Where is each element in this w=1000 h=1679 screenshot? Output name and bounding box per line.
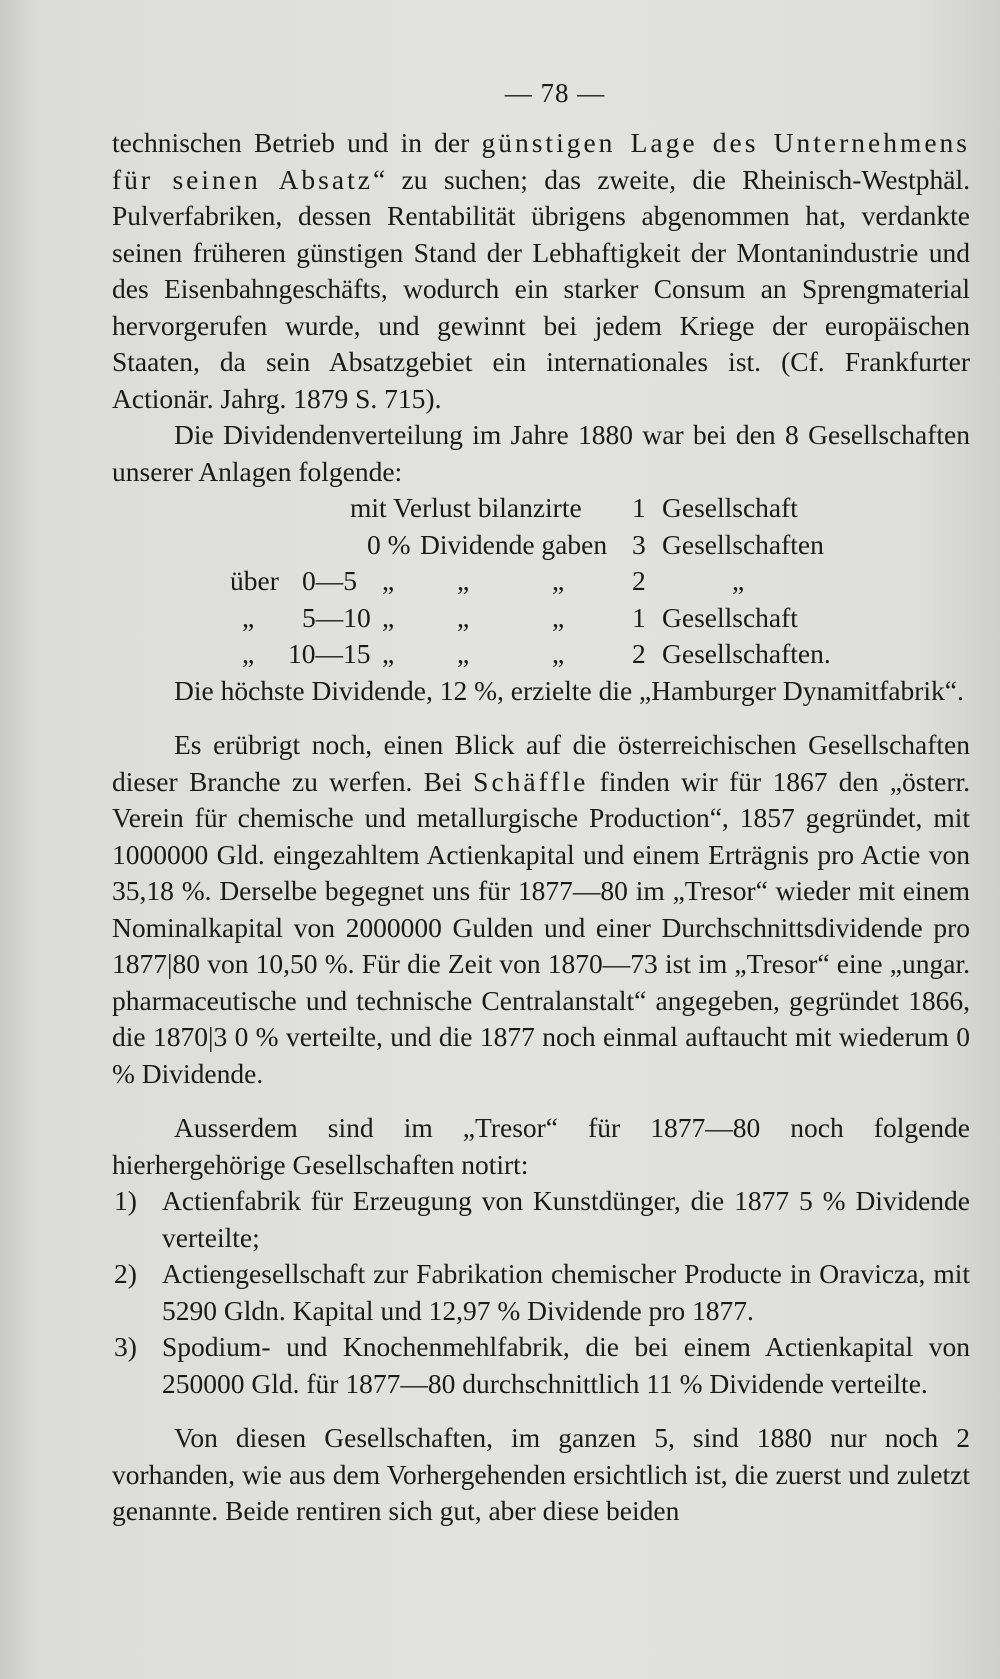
- list-item: [112, 1183, 970, 1256]
- page-number: — 78 —: [504, 78, 606, 108]
- intro-text-a: technischen Betrieb und in der: [112, 127, 482, 158]
- highest-dividend-paragraph: Die höchste Dividende, 12 %, erzielte die „Hamburger Dynamitfabrik“.: [174, 674, 964, 706]
- dividend-row-text: „: [382, 601, 395, 633]
- dividend-table-row: [112, 527, 970, 564]
- list-item-number: 2): [114, 1258, 137, 1289]
- dividend-row-range: 5—10: [302, 601, 371, 633]
- austria-text-b: finden wir für 1867 den „österr. Verein für chemische und metallurgische Production“, 1857 gegründet, mit 1000000 Gld. eingezahltem Actienkapital und einem Erträgnis pro Actie von 35,18 %. Derselbe begegnet uns für 1877—80 im „Tresor“ wieder mit einem Nominalkapital von 2000000 Gulden und einer Durchschnittsdividende pro 1877|80 von 10,50 %. Für die Zeit von 1870—73 ist im „Tresor“ eine „ungar. pharmaceutische und technische Centralanstalt“ angegeben, gegründet 1866, die 1870|3 0 % verteilte, und die 1877 noch einmal auftaucht mit wiederum 0 % Dividende.: [112, 765, 970, 1089]
- intro-spaced-text: günstigen Lage des Unternehmens für seinen Absatz: [112, 127, 970, 195]
- dividend-row-label: Gesellschaft: [662, 601, 798, 633]
- dividend-row-col: „: [457, 601, 470, 633]
- closing-paragraph: Von diesen Gesellschaften, im ganzen 5, sind 1880 nur noch 2 vorhanden, wie aus dem Vorhergehenden ersichtlich ist, die zuerst und zuletzt genannte. Beide rentiren sich gut, aber diese beiden: [112, 1422, 970, 1526]
- list-item-text: Actiengesellschaft zur Fabrikation chemischer Producte in Oravicza, mit 5290 Gldn. Kapital und 12,97 % Dividende pro 1877.: [162, 1258, 970, 1326]
- list-item: [112, 1329, 970, 1402]
- body-text: [112, 125, 970, 1530]
- intro-text-b: “ zu suchen; das zweite, die Rheinisch-Westphäl. Pulverfabriken, dessen Rentabilität übrigens abgenommen hat, verdankte seinen früheren günstigen Stand der Lebhaftigkeit der Montanindustrie und des Eisenbahngeschäfts, wodurch ein starker Consum an Sprengmaterial hervorgerufen wurde, und gewinnt bei jedem Kriege der europäischen Staaten, da sein Absatzgebiet ein internationales ist. (Cf. Frankfurter Actionär. Jahrg. 1879 S. 715).: [112, 163, 970, 414]
- dividend-row-label: Gesellschaften: [662, 528, 824, 560]
- dividend-row-range: 10—15: [288, 638, 371, 669]
- dividend-row-col: „: [457, 638, 470, 669]
- dividend-row-text: Dividende gaben: [420, 528, 608, 560]
- dividend-table-row: [112, 636, 970, 673]
- dividend-row-count: 1: [632, 601, 646, 633]
- list-item-text: Actienfabrik für Erzeugung von Kunstdünger, die 1877 5 % Dividende verteilte;: [162, 1185, 970, 1253]
- dividend-row-label: „: [732, 565, 745, 596]
- austria-paragraph: [112, 727, 970, 1092]
- dividend-row-text: „: [382, 565, 395, 596]
- austria-text-a: Es erübrigt noch, einen Blick auf die österreichischen Gesellschaften dieser Branche zu werfen. Bei: [112, 729, 970, 797]
- dividend-row-col: „: [552, 565, 565, 596]
- dividend-row-range: 0 %: [367, 528, 411, 560]
- list-item-number: 3): [114, 1331, 137, 1362]
- dividend-row-text: mit Verlust bilanzirte: [350, 492, 582, 523]
- dividend-row-col: „: [552, 638, 565, 669]
- dividend-table-row: [112, 600, 970, 637]
- dividend-table: [112, 490, 970, 673]
- list-item-number: 1): [114, 1185, 137, 1216]
- dividend-row-count: 2: [632, 638, 646, 669]
- dividend-row-prefix: „: [242, 638, 255, 669]
- dividend-table-row: [112, 490, 970, 527]
- intro-paragraph: [112, 125, 970, 417]
- dividend-row-count: 1: [632, 492, 646, 523]
- dividend-row-label: Gesellschaften.: [662, 638, 831, 669]
- dividend-table-row: [112, 563, 970, 600]
- dividend-row-prefix: „: [242, 601, 255, 633]
- dividend-row-text: „: [382, 638, 395, 669]
- dividend-row-range: 0—5: [302, 565, 357, 596]
- dividend-row-label: Gesellschaft: [662, 492, 798, 523]
- dividend-row-col: „: [457, 565, 470, 596]
- tresor-intro-paragraph: Ausserdem sind im „Tresor“ für 1877—80 noch folgende hierhergehörige Gesellschaften notirt:: [112, 1112, 970, 1180]
- dividend-row-count: 3: [632, 528, 646, 560]
- list-item: [112, 1256, 970, 1329]
- dividend-row-count: 2: [632, 565, 646, 596]
- dividend-row-prefix: über: [230, 565, 279, 596]
- author-name: Schäffle: [473, 765, 589, 797]
- list-item-text: Spodium- und Knochenmehlfabrik, die bei einem Actienkapital von 250000 Gld. für 1877—80 durchschnittlich 11 % Dividende verteilte.: [162, 1331, 970, 1399]
- dividend-row-col: „: [552, 601, 565, 633]
- dividend-intro-paragraph: Die Dividendenverteilung im Jahre 1880 war bei den 8 Gesellschaften unserer Anlagen folgende:: [112, 419, 970, 487]
